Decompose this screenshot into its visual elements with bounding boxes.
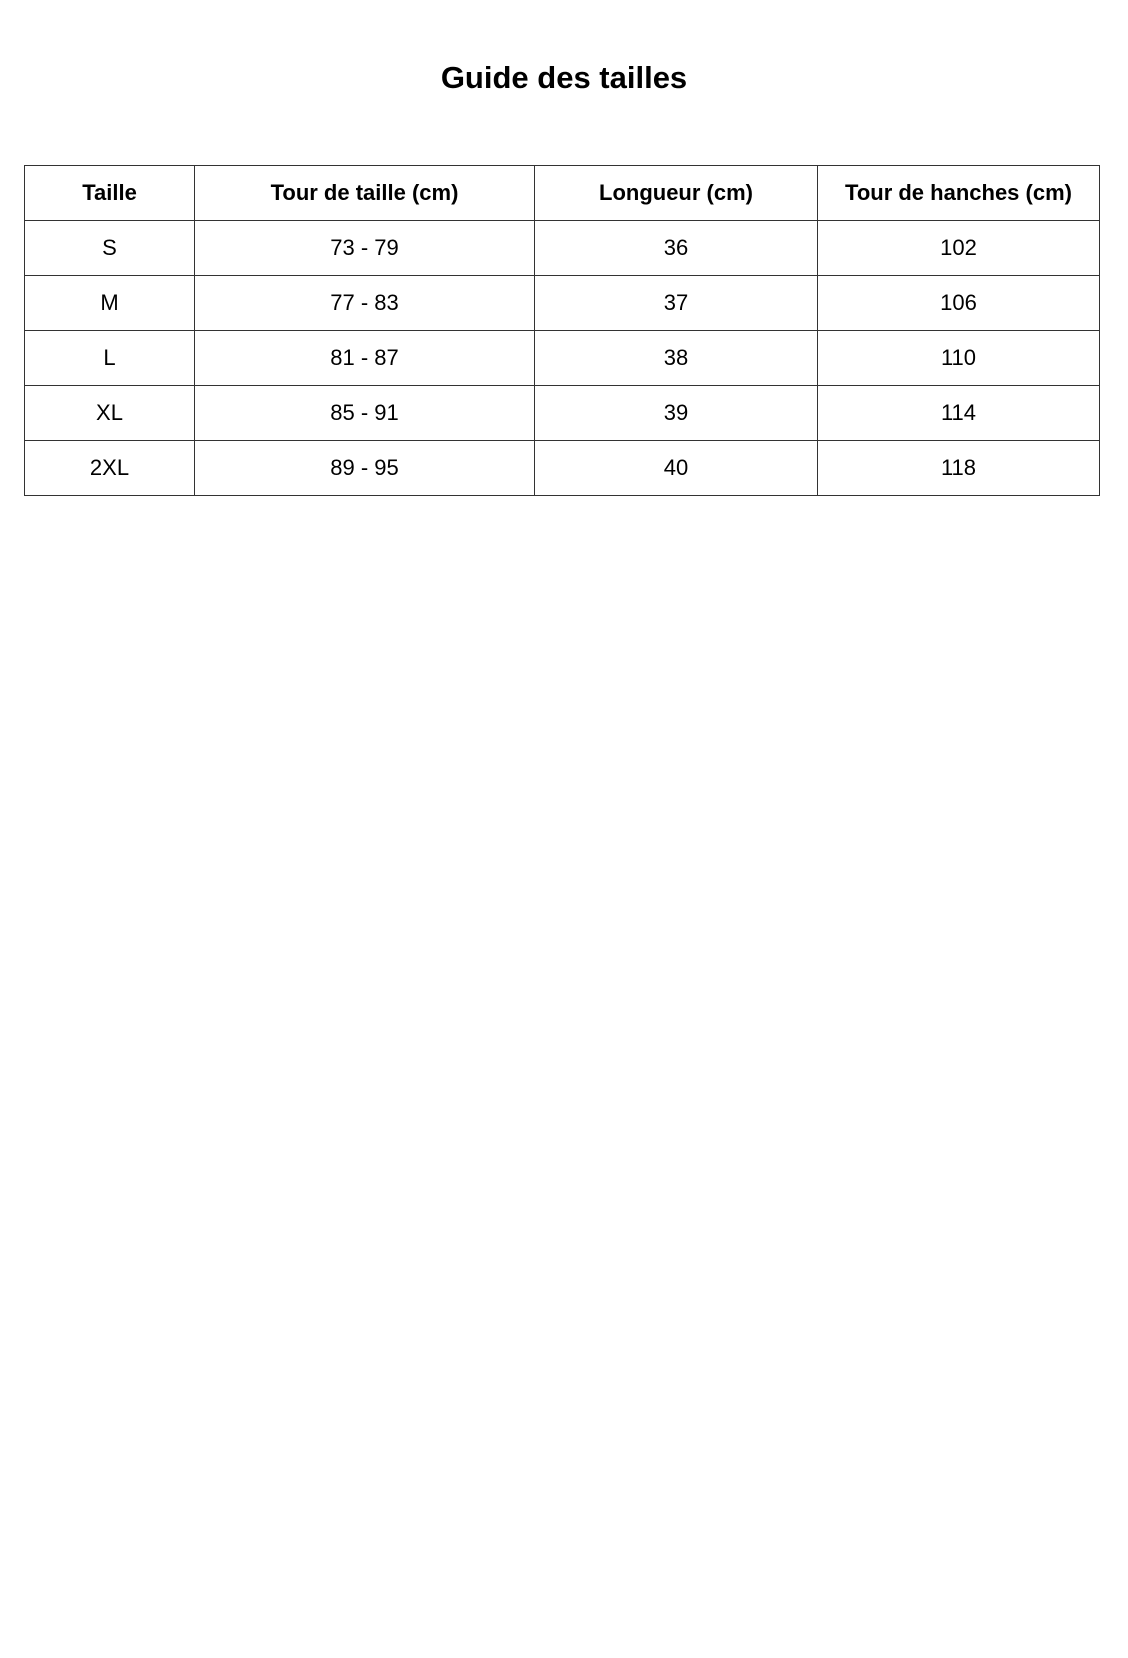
header-hips: Tour de hanches (cm) [818,166,1100,221]
cell-size: XL [25,386,195,441]
cell-hips: 110 [818,331,1100,386]
cell-length: 36 [535,221,818,276]
table-row [25,441,1100,496]
cell-hips: 118 [818,441,1100,496]
cell-waist: 85 - 91 [195,386,535,441]
cell-waist: 81 - 87 [195,331,535,386]
cell-size: M [25,276,195,331]
cell-size: 2XL [25,441,195,496]
cell-length: 38 [535,331,818,386]
cell-hips: 106 [818,276,1100,331]
table-row [25,386,1100,441]
size-guide-table [24,165,1100,496]
cell-length: 39 [535,386,818,441]
table-row [25,221,1100,276]
cell-waist: 73 - 79 [195,221,535,276]
cell-hips: 114 [818,386,1100,441]
table-row [25,331,1100,386]
header-length: Longueur (cm) [535,166,818,221]
header-waist: Tour de taille (cm) [195,166,535,221]
cell-waist: 77 - 83 [195,276,535,331]
cell-waist: 89 - 95 [195,441,535,496]
cell-length: 40 [535,441,818,496]
cell-length: 37 [535,276,818,331]
cell-size: L [25,331,195,386]
cell-hips: 102 [818,221,1100,276]
page-title: Guide des tailles [440,60,688,95]
table-header-row [25,166,1100,221]
cell-size: S [25,221,195,276]
header-size: Taille [25,166,195,221]
table-row [25,276,1100,331]
